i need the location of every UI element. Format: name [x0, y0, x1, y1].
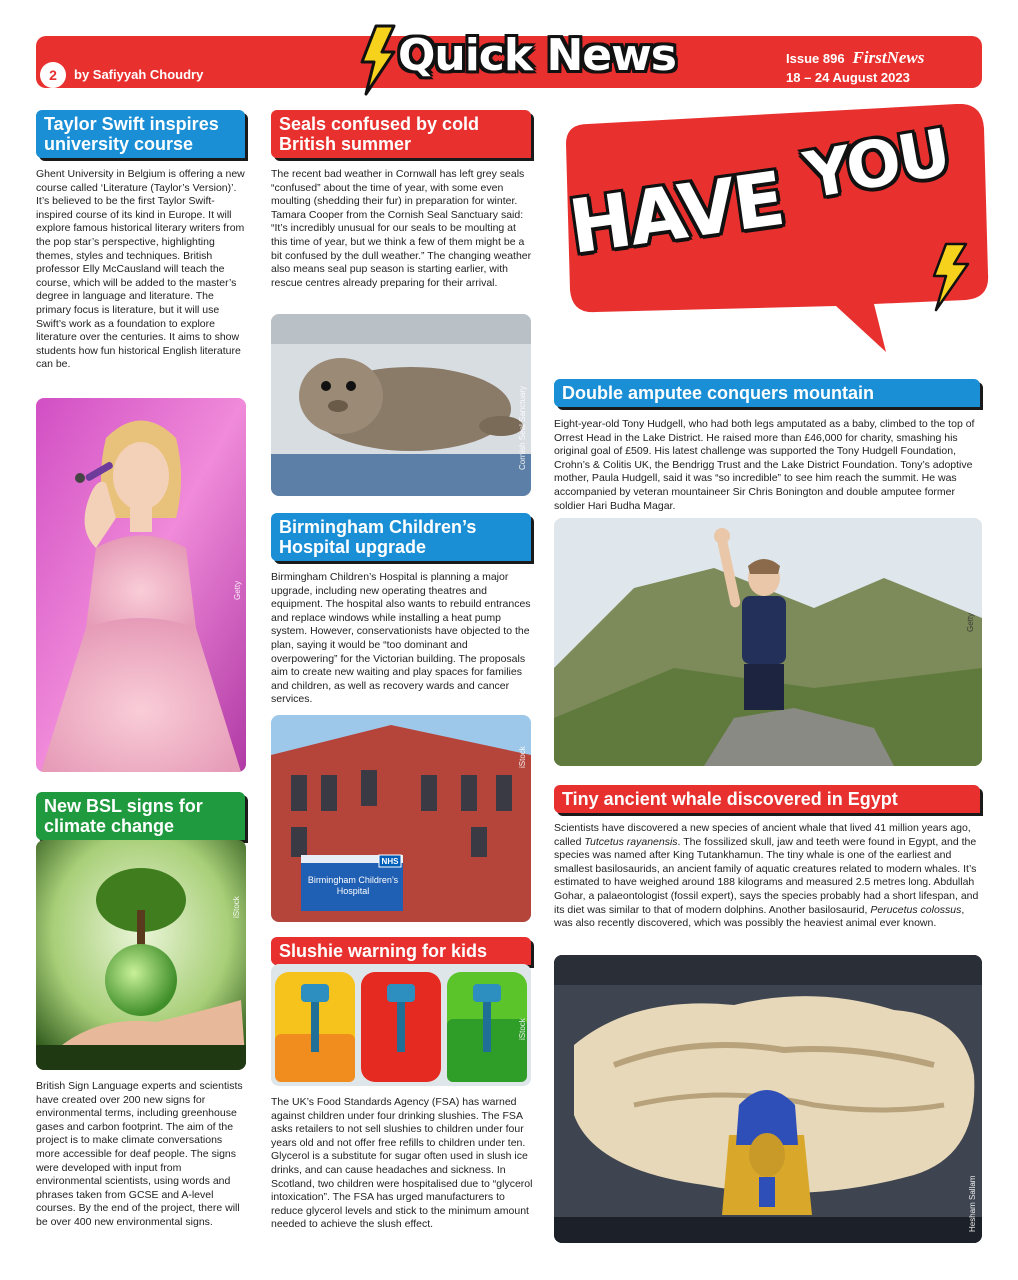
- amputee-mountain-photo: [554, 518, 982, 766]
- species-name-tutcetus: Tutcetus rayanensis: [584, 835, 678, 848]
- photo-credit-whale: Hesham Sallam: [968, 1175, 977, 1232]
- article-slushie-body: The UK’s Food Standards Agency (FSA) has warned against children under four drinking slushies. The FSA asks retailers to not sell slushies to children under four years old and not offer free refills to children under ten. Glycerol is a substitute for sugar often used in slush ice drinks, and can cause headaches and sickness. In Scotland, two children were hospitalised due to “glycerol intoxication”. The FSA has urged manufacturers to reduce glycerol levels and stick to the minimum amount needed to achieve the slush effect.: [271, 1096, 533, 1231]
- headline-amputee: Double amputee conquers mountain: [554, 379, 980, 407]
- headline-taylor: Taylor Swift inspires university course: [36, 110, 245, 158]
- lightning-bolt-icon: [358, 24, 398, 96]
- headline-slushie: Slushie warning for kids: [271, 937, 531, 965]
- whale-text-3: , was also recently discovered, which was possibly the heaviest animal ever known.: [554, 903, 965, 930]
- article-taylor-body: Ghent University in Belgium is offering a new course called ‘Literature (Taylor’s Version)’. It’s believed to be the first Taylor Swift-inspired course of its kind in Europe. It will explore famous historical literary writers from the pop star’s perspective, highlighting themes, styles and techniques. British professor Elly McCausland will teach the course, which will be added to the master’s degree in language and literature. The primary focus is literature, but it will use Swift’s work as a foundation to explore literature over the centuries. It aims to show students how fun historical English literature can be.: [36, 168, 245, 371]
- section-title: Quick News: [398, 30, 676, 81]
- issue-dates: 18 – 24 August 2023: [786, 70, 910, 85]
- hospital-photo: [271, 715, 531, 922]
- headline-bsl: New BSL signs for climate change: [36, 792, 245, 840]
- taylor-swift-photo: [36, 398, 246, 772]
- issue-number: Issue 896: [786, 51, 845, 66]
- whale-text-1: Scientists have discovered a new species of ancient whale that lived 41 million years ago, called: [554, 822, 971, 848]
- seal-photo: [271, 314, 531, 496]
- photo-credit-hospital: iStock: [518, 746, 527, 768]
- nhs-logo: NHS: [381, 857, 399, 866]
- photo-credit-amputee: Getty: [966, 612, 975, 632]
- photo-credit-seals: Cornish Seal Sanctuary: [518, 385, 527, 470]
- bubble-word-have: HAVE: [564, 156, 788, 271]
- headline-hospital: Birmingham Children’s Hospital upgrade: [271, 513, 531, 561]
- whale-fossil-photo: [554, 955, 982, 1243]
- photo-credit-taylor: Getty: [233, 580, 242, 600]
- article-whale-body: [554, 822, 984, 931]
- article-amputee-body: Eight-year-old Tony Hudgell, who had both legs amputated as a baby, climbed to the top of Orrest Head in the Lake District. He raised more than £46,000 for charity, smashing his original goal of £509. His latest challenge was supported the Tony Hudgell Foundation, Crohn’s & Colitis UK, the Bendrigg Trust and the Lake District Foundation. Tony’s adoptive mother, Paula Hudgell, said it was “so incredible” to see him reach the summit. He was accompanied by veteran mountaineer Sir Chris Bonington and double amputee former soldier Hari Budha Magar.: [554, 418, 975, 512]
- article-seals-body: The recent bad weather in Cornwall has left grey seals “confused” about the time of year, with some even moulting (shedding their fur) in preparation for winter. Tamara Cooper from the Cornish Seal Sanctuary said: “It’s incredibly unusual for our seals to be moulting at this time of year, but we think a few of them might be a bit confused by the dull weather.” The changing weather also means seal pup season is starting earlier, with rescue centres already preparing for their arrival.: [271, 168, 532, 289]
- article-hospital-body: Birmingham Children’s Hospital is planning a major upgrade, including new operating theatres and equipment. The hospital also wants to rebuild entrances and replace windows while installing a heat pump system. However, conservationists have objected to the plan, saying it would be “too dominant and overpowering” for the Victorian building. The proposals aim to create new waiting and play spaces for families and children, as well as recovery wards and cancer services.: [271, 571, 531, 706]
- article-bsl-body: British Sign Language experts and scientists have created over 200 new signs for environmental terms, including greenhouse gases and carbon footprint. The aim of the project is to make climate conversations more accessible for deaf people. The signs were developed with input from environmental scientists, using words and phrases taken from GCSE and A-level courses. By the end of the project, there will be over 400 new environmental signs.: [36, 1080, 243, 1228]
- brand-logo: FirstNews: [852, 48, 925, 67]
- photo-credit-slushie: iStock: [518, 1018, 527, 1040]
- photo-credit-bsl: iStock: [232, 896, 241, 918]
- headline-whale: Tiny ancient whale discovered in Egypt: [554, 785, 980, 813]
- slushie-machines-photo: [271, 964, 531, 1086]
- climate-globe-photo: [36, 840, 246, 1070]
- hospital-sign-text: Birmingham Children’s Hospital: [307, 875, 399, 896]
- whale-text-2: . The fossilized skull, jaw and teeth were found in Egypt, and the species was named after King Tutankhamun. The tiny whale is one of the earliest and smallest basilosaurids, an ancient family of aquatic creatures related to modern whales. It’s estimated to have weighed around 188 kilograms and measured 2.5 metres long. Abdullah Gohar, a palaeontologist (fossil expert), says the species probably had a short lifespan, and its diet was similar to that of modern dolphins. Another basilosaurid,: [554, 835, 979, 916]
- byline: by Safiyyah Choudry: [74, 67, 204, 82]
- issue-info: [786, 48, 956, 85]
- bubble-word-you: YOU: [799, 116, 955, 214]
- page-number: 2: [40, 62, 66, 88]
- species-name-perucetus: Perucetus colossus: [870, 903, 962, 916]
- headline-seals: Seals confused by cold British summer: [271, 110, 531, 158]
